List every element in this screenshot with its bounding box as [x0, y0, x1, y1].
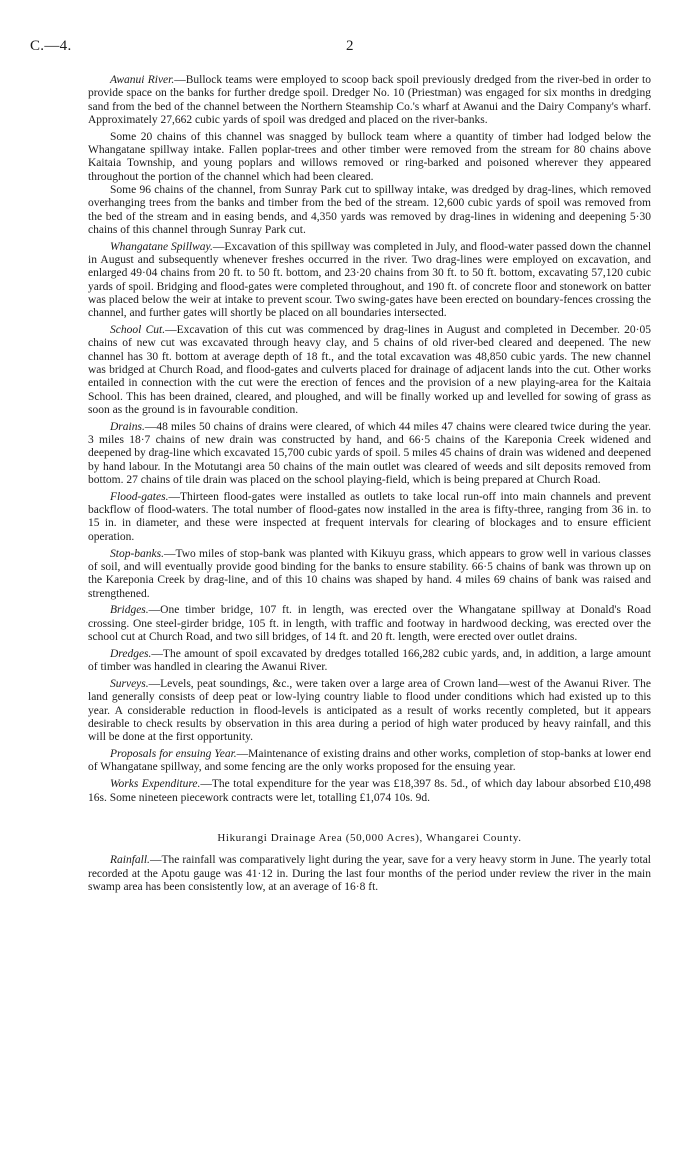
paragraph-lead: Surveys.: [110, 678, 149, 691]
paragraph-lead: Dredges.: [110, 647, 152, 660]
paragraph-whangatane-spillway: [88, 241, 651, 321]
paragraph-text: —Excavation of this cut was commenced by drag-lines in August and completed in December. 20·05 chains of new cut was excavated through heavy clay, and 5 chains of old river-bed cleared and deepened. The new channel has 30 ft. bottom at average depth of 18 ft., and the total excavation was 48,850 cubic yards. The new channel was bridged at Church Road, and flood-gates and culverts placed for drainage of adjacent lands into the cut. Other works entailed in connection with the cut were the erection of fences and the provision of a new playing-area for the Kaitaia School. This has been drained, cleared, and ploughed, and will be finally worked up and levelled for sowing of grass as soon as the ground is in favourable condition.: [88, 324, 651, 416]
paragraph-text: —One timber bridge, 107 ft. in length, was erected over the Whangatane spillway at Donald's Road crossing. One steel-girder bridge, 105 ft. in length, with traffic and footway in hardwood decking, was erected over the school cut at Church Road, and two sill bridges, of 14 ft. and 20 ft. length, were erected over outlet drains.: [88, 604, 651, 644]
paragraph-text: —48 miles 50 chains of drains were cleared, of which 44 miles 47 chains were cleared twice during the year. 3 miles 18·7 chains of new drain was constructed by hand, and 66·5 chains of the Kareponia Creek widened and deepened by drag-line which excavated 15,700 cubic yards of spoil. 5 miles 45 chains of drain was widened and deepened by hand labour. In the Motutangi area 50 chains of the main outlet was cleared of weeds and silt deposits removed from bottom. 27 chains of tile drain was placed on the school playing-field, which is being prepared at Church Road.: [88, 420, 651, 486]
paragraph-lead: Awanui River.: [110, 74, 175, 86]
page-number: 2: [346, 38, 354, 54]
paragraph-text: —Bullock teams were employed to scoop back spoil previously dredged from the river-bed in order to provide space on the banks for further dredge spoil. Dredger No. 10 (Priestman) was engaged for six months in dredging sand from the bed of the channel between the Northern Steamship Co.'s wharf at Awanui and the Dairy Company's wharf. Approximately 27,662 cubic yards of spoil was dredged and placed on the river-banks.: [88, 74, 651, 126]
paragraph-rainfall: [88, 854, 651, 894]
document-body: [88, 74, 651, 898]
paragraph-stop-banks: [88, 548, 651, 601]
paragraph-text: Some 20 chains of this channel was snagged by bullock team where a quantity of timber had lodged below the Whangatane spillway intake. Fallen poplar-trees and other timber were removed from the stream for 80 chains above Kaitaia Township, and young poplars and willows removed or ring-barked and poisoned wherever they appeared throughout the portion of the channel which had been cleared.: [88, 130, 651, 183]
paragraph-lead: Proposals for ensuing Year.: [110, 748, 237, 761]
paragraph-lead: Flood-gates.: [110, 490, 169, 503]
paragraph-text: —The amount of spoil excavated by dredges totalled 166,282 cubic yards, and, in addition, a large amount of timber was handled in clearing the Awanui River.: [88, 647, 651, 674]
paragraph-text: —Maintenance of existing drains and other works, completion of stop-banks at lower end of Whangatane spillway, and some fencing are the only works proposed for the ensuing year.: [88, 748, 651, 774]
paragraph-surveys: [88, 678, 651, 744]
paragraph-works-expenditure: [88, 778, 651, 805]
paragraph-lead: Whangatane Spillway.: [110, 240, 213, 253]
paragraph-school-cut: [88, 324, 651, 417]
paragraph-lead: School Cut.: [110, 324, 166, 337]
paragraph-flood-gates: [88, 491, 651, 544]
paragraph-lead: Bridges.: [110, 604, 149, 617]
paragraph-proposals: [88, 748, 651, 775]
paragraph-text: —Excavation of this spillway was completed in July, and flood-water passed down the channel in August and subsequently whenever freshes occurred in the river. Two drag-lines were employed on excavation, and enlarged 49·04 chains from 20 ft. to 50 ft. bottom, and 23·20 chains from 30 ft. to 50 ft. bottom, excavating 57,120 cubic yards of spoil. Bridging and flood-gates were completed throughout, and 190 ft. of concrete floor and stonework on batter was placed below the weir at intake to prevent scour. Two swing-gates have been erected on boundary-fences crossing the channel, and further gates will shortly be placed on all boundaries intersected.: [88, 240, 652, 320]
document-reference: C.—4.: [30, 38, 72, 54]
paragraph-text: —Thirteen flood-gates were installed as outlets to take local run-off into main channels and prevent backflow of flood-waters. The total number of flood-gates now installed in the area is fifty-three, ranging from 36 in. to 15 in. in diameter, and these were inspected at frequent intervals for clearing of blockages and to ensure efficient operation.: [88, 490, 651, 543]
paragraph-lead: Works Expenditure.: [110, 778, 201, 791]
paragraph-text: —Levels, peat soundings, &c., were taken over a large area of Crown land—west of the Awanui River. The land generally consists of deep peat or low-lying country liable to flood under conditions which had existed up to this year. A considerable reduction in flood-levels is anticipated as a result of works recently completed, but it appears desirable to check results by observation in this area during a period of high water produced by heavy rainfall, and this will be done at the first opportunity.: [88, 678, 651, 744]
paragraph-awanui-river: [88, 74, 651, 127]
paragraph-lead: Rainfall.: [110, 854, 150, 867]
paragraph-text: —The rainfall was comparatively light during the year, save for a very heavy storm in June. The yearly total recorded at the Apotu gauge was 41·12 in. During the last four months of the period under review the river in the main swamp area has been consistently low, at an average of 16·8 ft.: [88, 854, 651, 893]
paragraph-drag-lines: [88, 184, 651, 237]
paragraph-lead: Stop-banks.: [110, 547, 164, 560]
paragraph-text: —The total expenditure for the year was £18,397 8s. 5d., of which day labour absorbed £10,498 16s. Some nineteen piecework contracts were let, totalling £1,074 10s. 9d.: [88, 778, 651, 804]
paragraph-snagging: [88, 131, 651, 184]
paragraph-bridges: [88, 604, 651, 644]
paragraph-dredges: [88, 648, 651, 675]
paragraph-text: Some 96 chains of the channel, from Sunray Park cut to spillway intake, was dredged by drag-lines, which removed overhanging trees from the banks and timber from the bed of the stream. 12,600 cubic yards of spoil was removed from the bed of the stream and in easing bends, and 4,350 yards was removed by drag-lines in widening and deepening 5·30 chains of this channel through Sunray Park cut.: [88, 183, 651, 236]
section-heading: Hikurangi Drainage Area (50,000 Acres), Whangarei County.: [217, 831, 522, 844]
paragraph-text: —Two miles of stop-bank was planted with Kikuyu grass, which appears to grow well in various classes of soil, and will eventually provide good binding for the banks to ensure stability. 66·5 chains of bank was thrown up on the Kareponia Creek by drag-line, and of this 10 chains was shaped by hand. 4 miles 69 chains of bank was raised and strengthened.: [88, 547, 651, 600]
paragraph-drains: [88, 421, 651, 487]
paragraph-lead: Drains.: [110, 420, 145, 433]
